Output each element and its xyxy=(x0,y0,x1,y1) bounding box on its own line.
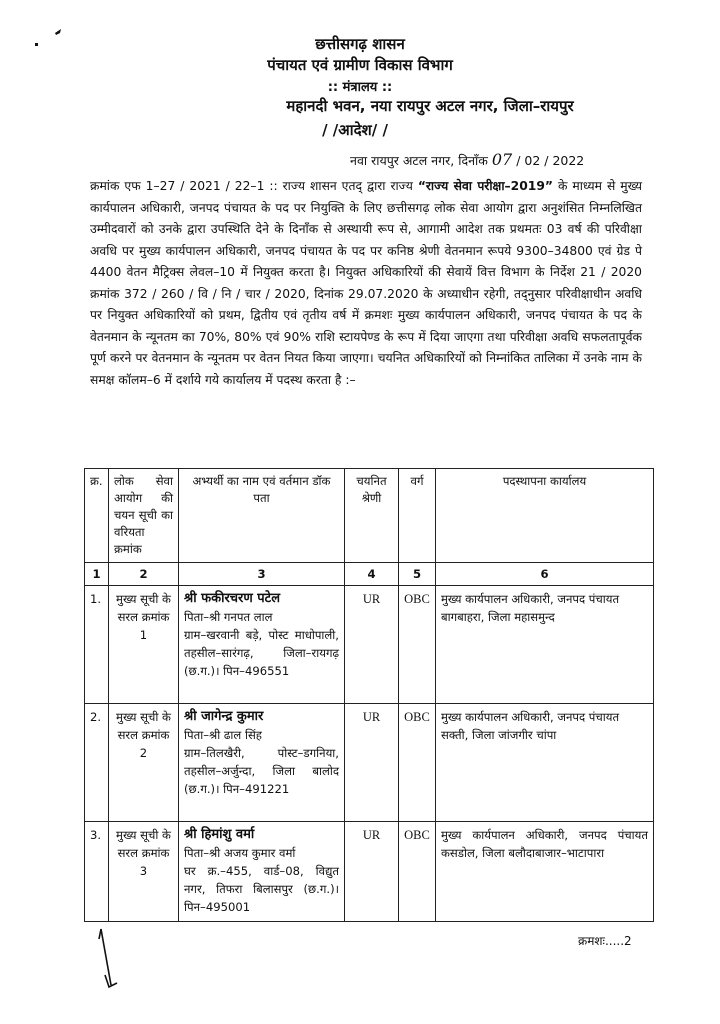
row-category: UR xyxy=(345,586,399,704)
appointment-table xyxy=(84,468,654,922)
row-class: OBC xyxy=(399,586,436,704)
row-candidate xyxy=(179,586,345,704)
candidate-father: पिता–श्री ढाल सिंह xyxy=(184,728,262,742)
row-candidate xyxy=(179,822,345,922)
table-row xyxy=(85,704,654,822)
row-category: UR xyxy=(345,704,399,822)
col-num: 5 xyxy=(399,563,436,586)
header-category: चयनित श्रेणी xyxy=(345,469,399,563)
col-num: 4 xyxy=(345,563,399,586)
candidate-name: श्री हिमांशु वर्मा xyxy=(184,827,255,842)
candidate-address: ग्राम–तिलखैरी, पोस्ट–डगनिया, तहसील–अर्जुन्दा, जिला बालोद (छ.ग.)। पिन–491221 xyxy=(184,746,339,796)
col-num: 3 xyxy=(179,563,345,586)
table-row xyxy=(85,586,654,704)
candidate-address: घर क्र.–455, वार्ड–08, विद्युत नगर, तिफरा बिलासपुर (छ.ग.)। पिन–495001 xyxy=(184,864,339,914)
col-num: 6 xyxy=(436,563,654,586)
row-merit: मुख्य सूची के सरल क्रमांक 1 xyxy=(109,586,179,704)
row-sno: 1. xyxy=(85,586,109,704)
order-dateline xyxy=(350,150,584,169)
order-text: के माध्यम से मुख्य कार्यपालन अधिकारी, जनपद पंचायत के पद पर नियुक्ति के लिए छत्तीसगढ़ लोक सेवा आयोग द्वारा अनुशंसित निम्नलिखित उम्मीदवारों को उनके द्वारा उपस्थिति देने के दिनाँक से अस्थायी रूप से, आगामी आदेश तक प्रथमतः 03 वर्ष की परिवीक्षा अवधि पर मुख्य कार्यपालन अधिकारी, जनपद पंचायत के पद पर कनिष्ठ श्रेणी वेतनमान रूपये 9300–34800 एवं ग्रेड पे 4400 वेतन मैट्रिक्स लेवल–10 में नियुक्त करता है। नियुक्त अधिकारियों की सेवायें वित्त विभाग के निर्देश 21 / 2020 क्रमांक 372 / 260 / वि / नि / चार / 2020, दिनांक 29.07.2020 के अध्याधीन रहेगी, तद्नुसार परिवीक्षाधीन अवधि पर नियुक्त अधिकारियों को प्रथम, द्वितीय एवं तृतीय वर्ष में क्रमशः मुख्य कार्यपालन अधिकारी, जनपद पंचायत के पद के वेतनमान के न्यूनतम का 70%, 80% एवं 90% राशि स्टायपेण्ड के रूप में दिया जाएगा तथा परिवीक्षा अवधि सफलतापूर्वक पूर्ण करने पर वेतनमान के न्यूनतम पर वेतन नियत किया जाएगा। चयनित अधिकारियों को निम्नांकित तालिका में उनके नाम के समक्ष कॉलम–6 में दर्शाये गये कार्यालय में पदस्थ करता है :– xyxy=(90,179,642,387)
government-title: छत्तीसगढ़ शासन xyxy=(315,35,405,53)
candidate-father: पिता–श्री अजय कुमार वर्मा xyxy=(184,846,296,860)
order-title: / /आदेश/ / xyxy=(322,121,388,139)
row-posting: मुख्य कार्यपालन अधिकारी, जनपद पंचायत सक्ती, जिला जांजगीर चांपा xyxy=(436,704,654,822)
row-category: UR xyxy=(345,822,399,922)
candidate-address: ग्राम–खरवानी बड़े, पोस्ट माधोपाली, तहसील–सारंगढ़, जिला–रायगढ़ (छ.ग.)। पिन–496551 xyxy=(184,628,339,678)
date-day-handwritten: 07 xyxy=(491,150,513,169)
row-sno: 2. xyxy=(85,704,109,822)
row-merit: मुख्य सूची के सरल क्रमांक 2 xyxy=(109,704,179,822)
header-sno: क्र. xyxy=(85,469,109,563)
order-body xyxy=(90,176,642,391)
row-class: OBC xyxy=(399,822,436,922)
row-class: OBC xyxy=(399,704,436,822)
candidate-father: पिता–श्री गनपत लाल xyxy=(184,610,273,624)
ministry-label: :: मंत्रालय :: xyxy=(327,80,393,95)
candidate-name: श्री जागेन्द्र कुमार xyxy=(184,709,264,724)
header-merit: लोक सेवा आयोग की चयन सूची का वरियता क्रमांक xyxy=(109,469,179,563)
continued-marker: क्रमशः.....2 xyxy=(578,934,632,948)
row-posting: मुख्य कार्यपालन अधिकारी, जनपद पंचायत कसडोल, जिला बलौदाबाजार–भाटापारा xyxy=(436,822,654,922)
header-class: वर्ग xyxy=(399,469,436,563)
signature-mark xyxy=(95,925,135,995)
row-candidate xyxy=(179,704,345,822)
col-num: 2 xyxy=(109,563,179,586)
exam-name: “राज्य सेवा परीक्षा–2019” xyxy=(417,179,553,193)
candidate-name: श्री फकीरचरण पटेल xyxy=(184,591,281,606)
row-posting: मुख्य कार्यपालन अधिकारी, जनपद पंचायत बागबाहरा, जिला महासमुन्द xyxy=(436,586,654,704)
department-title: पंचायत एवं ग्रामीण विकास विभाग xyxy=(267,56,453,74)
table-row xyxy=(85,822,654,922)
table-header-row xyxy=(85,469,654,563)
date-place: नवा रायपुर अटल नगर, दिनाँक xyxy=(350,153,488,168)
header-candidate: अभ्यर्थी का नाम एवं वर्तमान डॉक पता xyxy=(179,469,345,563)
column-number-row xyxy=(85,563,654,586)
date-month-year: / 02 / 2022 xyxy=(516,153,585,168)
row-merit: मुख्य सूची के सरल क्रमांक 3 xyxy=(109,822,179,922)
row-sno: 3. xyxy=(85,822,109,922)
col-num: 1 xyxy=(85,563,109,586)
office-address: महानदी भवन, नया रायपुर अटल नगर, जिला–रायपुर xyxy=(286,97,574,115)
header-posting: पदस्थापना कार्यालय xyxy=(436,469,654,563)
order-lead: क्रमांक एफ 1–27 / 2021 / 22–1 :: राज्य शासन एतद् द्वारा राज्य xyxy=(90,179,418,193)
